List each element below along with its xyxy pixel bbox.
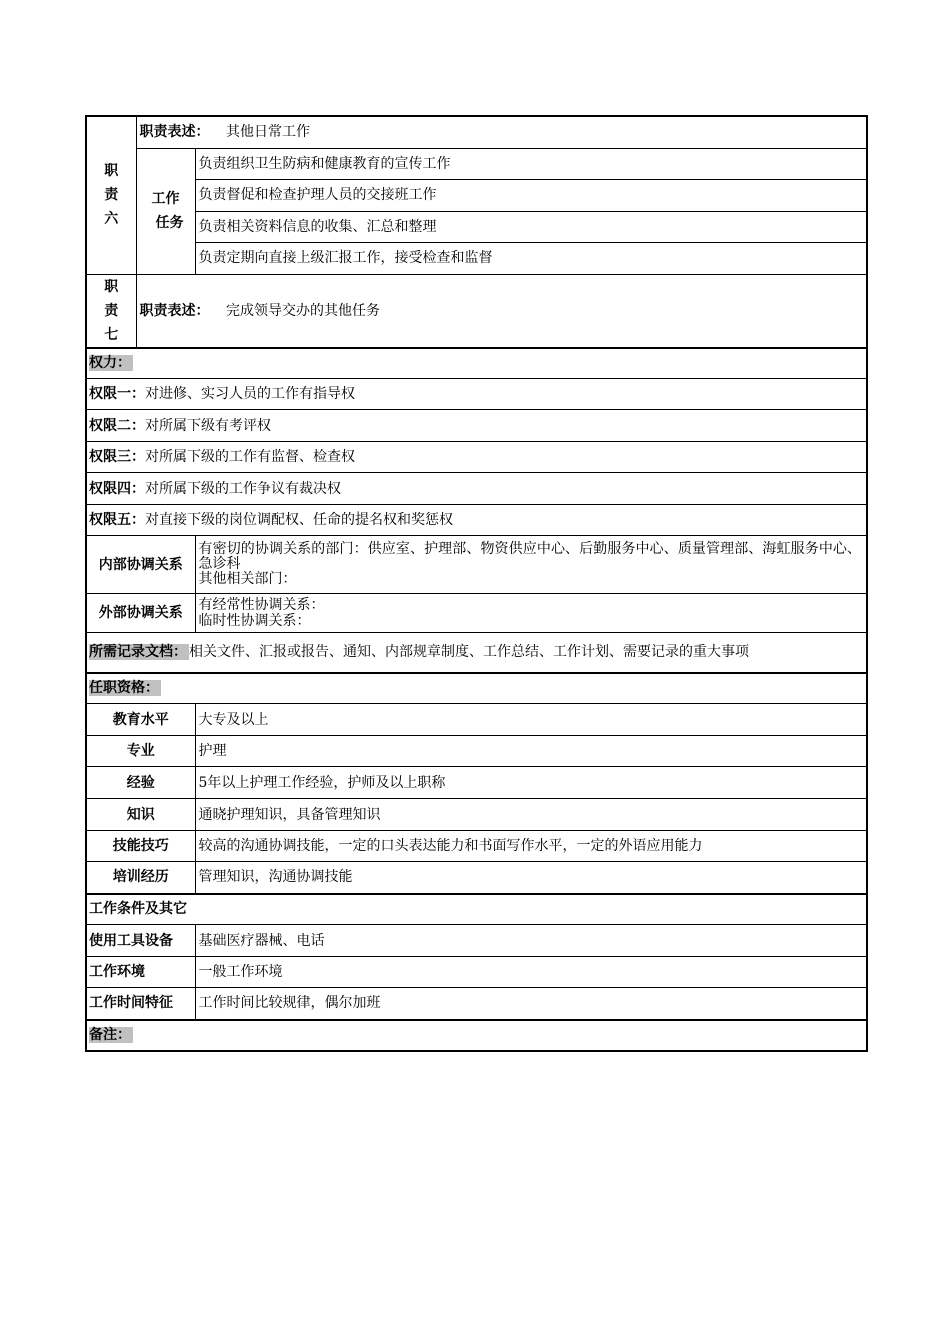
authority-item-4-text: 对所属下级的工作争议有裁决权 [145, 480, 341, 497]
authority-item-3-label: 权限三： [89, 449, 145, 465]
qualification-knowledge-value: 通晓护理知识，具备管理知识 [195, 799, 867, 831]
internal-coordination-line-2: 其他相关部门： [198, 571, 297, 587]
qualification-skills-label: 技能技巧 [86, 831, 195, 862]
condition-row [86, 957, 867, 988]
duty-table [85, 115, 868, 1052]
qualification-row [86, 862, 867, 894]
authority-item-1-label: 权限一： [89, 386, 145, 402]
qualification-row [86, 736, 867, 767]
condition-tools-label: 使用工具设备 [86, 925, 195, 957]
qualifications-title-row [86, 673, 867, 704]
duty6-header [86, 116, 136, 274]
job-description-table [85, 115, 866, 1052]
qualification-row [86, 831, 867, 862]
duty6-desc-label: 职责表述： [139, 124, 210, 141]
internal-coordination-line-1: 有密切的协调关系的部门：供应室、护理部、物资供应中心、后勤服务中心、质量管理部、海虹服务中心、急诊科 [198, 541, 862, 572]
authority-item-5-label: 权限五： [89, 512, 145, 528]
notes-row [86, 1020, 867, 1051]
external-coordination-label: 外部协调关系 [86, 594, 195, 633]
duty7-header-char-2: 责 [104, 302, 119, 319]
qualifications-title: 任职资格： [89, 680, 159, 697]
qualification-row [86, 799, 867, 831]
condition-tools-value: 基础医疗器械、电话 [195, 925, 867, 957]
qualification-row [86, 704, 867, 736]
condition-hours-value: 工作时间比较规律，偶尔加班 [195, 988, 867, 1020]
external-coordination-row [86, 594, 867, 633]
authority-item-2 [86, 410, 867, 442]
authority-title: 权力： [89, 355, 131, 372]
condition-environment-value: 一般工作环境 [195, 957, 867, 988]
duty7-desc-text: 完成领导交办的其他任务 [225, 302, 380, 319]
authority-row [86, 505, 867, 536]
duty6-header-char-1: 职 [104, 163, 119, 180]
condition-hours-label: 工作时间特征 [86, 988, 195, 1020]
duty7-header [86, 274, 136, 348]
duty6-task-label-2: 任务 [155, 215, 184, 231]
records-text: 相关文件、汇报或报告、通知、内部规章制度、工作总结、工作计划、需要记录的重大事项 [189, 643, 749, 660]
internal-coordination-row [86, 536, 867, 594]
authority-item-1 [86, 379, 867, 410]
qualification-education-value: 大专及以上 [195, 704, 867, 736]
duty7-row [86, 274, 867, 348]
records-cell [86, 633, 867, 673]
authority-item-5 [86, 505, 867, 536]
authority-item-5-text: 对直接下级的岗位调配权、任命的提名权和奖惩权 [145, 512, 453, 528]
qualification-row [86, 767, 867, 799]
duty6-header-char-2: 责 [104, 187, 119, 204]
conditions-title: 工作条件及其它 [89, 901, 187, 918]
duty6-header-char-3: 六 [104, 211, 119, 228]
duty6-task-label [136, 148, 195, 274]
duty7-desc-label: 职责表述： [139, 302, 210, 319]
internal-coordination-label: 内部协调关系 [86, 536, 195, 594]
authority-row [86, 442, 867, 473]
qualification-training-value: 管理知识，沟通协调技能 [195, 862, 867, 894]
qualification-major-value: 护理 [195, 736, 867, 767]
authority-row [86, 410, 867, 442]
duty7-desc-cell [136, 274, 867, 348]
duty6-task-label-1: 工作 [151, 191, 180, 207]
notes-title: 备注： [89, 1027, 131, 1043]
conditions-title-row [86, 894, 867, 925]
authority-item-2-text: 对所属下级有考评权 [145, 417, 271, 434]
duty7-header-char-3: 七 [104, 326, 119, 343]
duty7-header-char-1: 职 [104, 278, 119, 295]
qualification-training-label: 培训经历 [86, 862, 195, 894]
qualification-major-label: 专业 [86, 736, 195, 767]
records-label: 所需记录文档： [89, 643, 187, 660]
duty6-task-3: 负责相关资料信息的收集、汇总和整理 [195, 211, 867, 242]
authority-item-3-text: 对所属下级的工作有监督、检查权 [145, 449, 355, 465]
authority-item-4 [86, 473, 867, 505]
qualification-skills-value: 较高的沟通协调技能，一定的口头表达能力和书面写作水平，一定的外语应用能力 [195, 831, 867, 862]
condition-environment-label: 工作环境 [86, 957, 195, 988]
condition-row [86, 925, 867, 957]
duty6-task-1: 负责组织卫生防病和健康教育的宣传工作 [195, 148, 867, 179]
duty6-desc-cell [136, 116, 867, 148]
qualification-education-label: 教育水平 [86, 704, 195, 736]
qualification-experience-label: 经验 [86, 767, 195, 799]
notes-cell [86, 1020, 867, 1051]
external-coordination-cell [195, 594, 867, 633]
authority-title-cell [86, 348, 867, 379]
internal-coordination-cell [195, 536, 867, 594]
duty6-task-2: 负责督促和检查护理人员的交接班工作 [195, 179, 867, 211]
condition-row [86, 988, 867, 1020]
duty6-task-4: 负责定期向直接上级汇报工作，接受检查和监督 [195, 242, 867, 274]
authority-row [86, 473, 867, 505]
external-coordination-line-2: 临时性协调关系： [198, 613, 311, 629]
duty6-task-row [86, 211, 867, 242]
duty6-desc-row [86, 116, 867, 148]
authority-item-3 [86, 442, 867, 473]
duty6-desc-text: 其他日常工作 [225, 124, 310, 141]
duty6-task-row [86, 148, 867, 179]
authority-row [86, 379, 867, 410]
duty6-task-row [86, 179, 867, 211]
external-coordination-line-1: 有经常性协调关系： [198, 597, 325, 613]
duty6-task-row [86, 242, 867, 274]
authority-item-1-text: 对进修、实习人员的工作有指导权 [145, 386, 355, 402]
qualification-knowledge-label: 知识 [86, 799, 195, 831]
records-row [86, 633, 867, 673]
conditions-title-cell [86, 894, 867, 925]
qualifications-title-cell [86, 673, 867, 704]
authority-item-2-label: 权限二： [89, 417, 145, 434]
authority-item-4-label: 权限四： [89, 480, 145, 497]
qualification-experience-value: 5年以上护理工作经验，护师及以上职称 [195, 767, 867, 799]
authority-title-row [86, 348, 867, 379]
